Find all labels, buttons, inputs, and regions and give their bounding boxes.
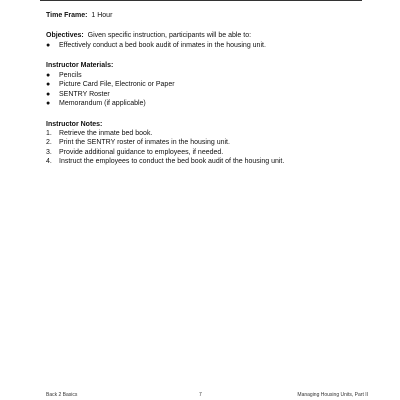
note-item	[46, 129, 360, 138]
material-item	[46, 71, 360, 80]
bullet-icon: ●	[46, 100, 51, 108]
objective-item	[46, 41, 360, 50]
note-item	[46, 157, 360, 166]
instructor-materials-heading: Instructor Materials:	[46, 62, 114, 70]
time-frame-value: 1 Hour	[91, 12, 113, 19]
page-number: 7	[199, 392, 202, 398]
time-frame-label: Time Frame:	[46, 12, 88, 19]
instructor-notes-list	[46, 129, 360, 167]
objective-text: Effectively conduct a bed book audit of inmates in the housing unit.	[59, 41, 266, 49]
bullet-icon: ●	[46, 41, 51, 49]
top-divider	[40, 0, 362, 1]
material-text: Picture Card File, Electronic or Paper	[59, 81, 175, 89]
note-text: Instruct the employees to conduct the bed book audit of the housing unit.	[59, 158, 285, 166]
bullet-icon: ●	[46, 90, 51, 98]
note-text: Retrieve the inmate bed book.	[59, 129, 153, 137]
objectives-text: Given specific instruction, participants will be able to:	[87, 32, 252, 40]
bullet-icon: ●	[46, 81, 51, 89]
material-item	[46, 90, 360, 99]
material-item	[46, 80, 360, 89]
objectives-label: Objectives:	[46, 32, 84, 40]
note-text: Print the SENTRY roster of inmates in the housing unit.	[59, 139, 230, 147]
note-item	[46, 148, 360, 157]
time-frame-line	[46, 11, 360, 20]
material-item	[46, 99, 360, 108]
material-text: Pencils	[59, 71, 82, 79]
objectives-list	[46, 41, 360, 50]
material-text: Memorandum (if applicable)	[59, 100, 146, 108]
instructor-materials-list	[46, 71, 360, 109]
objectives-line	[46, 31, 360, 40]
note-number: 3.	[46, 148, 52, 156]
page-footer	[46, 392, 368, 400]
footer-left-text: Back 2 Basics	[46, 392, 78, 398]
note-number: 2.	[46, 139, 52, 147]
material-text: SENTRY Roster	[59, 90, 110, 98]
note-item	[46, 138, 360, 147]
note-text: Provide additional guidance to employees, if needed.	[59, 148, 224, 156]
note-number: 1.	[46, 129, 52, 137]
instructor-notes-heading: Instructor Notes:	[46, 120, 103, 128]
page-content	[46, 11, 360, 167]
note-number: 4.	[46, 158, 52, 166]
bullet-icon: ●	[46, 71, 51, 79]
footer-right-text: Managing Housing Units, Part II	[297, 392, 368, 398]
